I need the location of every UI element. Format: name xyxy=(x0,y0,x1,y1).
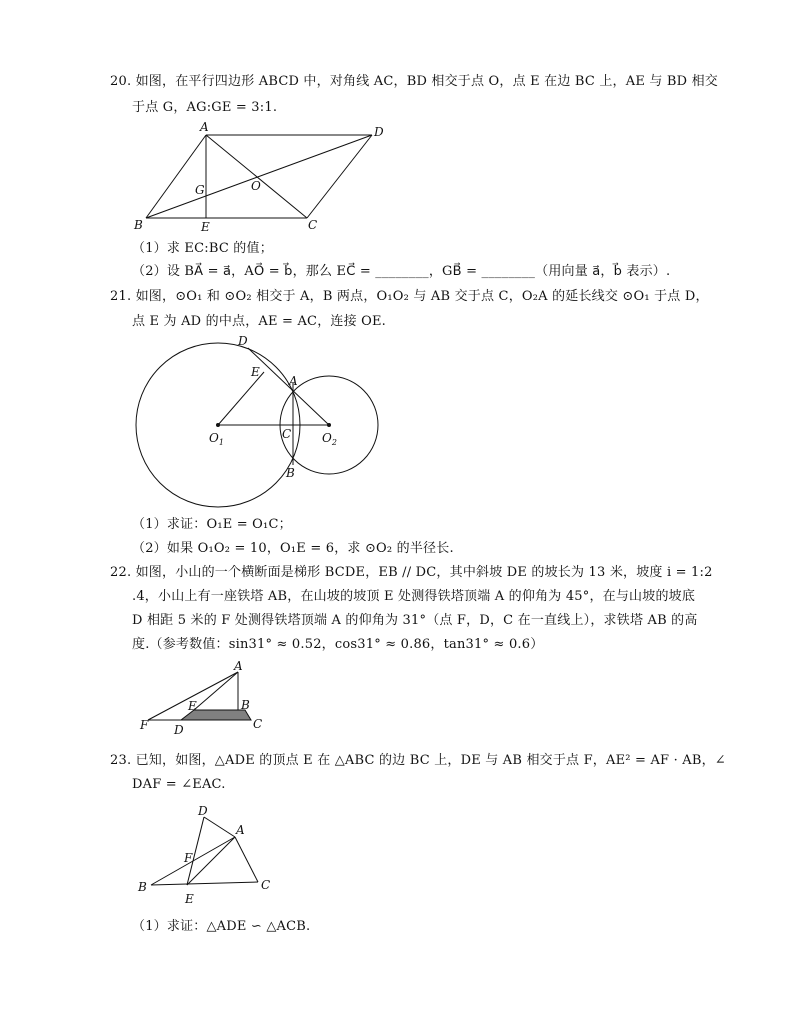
q22-stem-line2: .4，小山上有一座铁塔 AB，在山坡的坡顶 E 处测得铁塔顶端 A 的仰角为 45°，在与山坡的坡底 xyxy=(132,589,696,604)
q21-point-O2 xyxy=(327,423,331,427)
q23-segment-BC xyxy=(151,882,258,885)
q22-label-C: C xyxy=(253,717,263,731)
q20-label-A: A xyxy=(200,120,209,134)
q23-label-A: A xyxy=(236,823,245,837)
q23-part1: （1）求证：△ADE ∽ △ACB. xyxy=(132,919,311,934)
q22-hill-figure xyxy=(140,658,270,742)
q20-stem-line2: 于点 G，AG:GE = 3:1. xyxy=(132,100,278,115)
q23-stem-line1: 23. 已知，如图，△ADE 的顶点 E 在 △ABC 的边 BC 上，DE 与 AB 相交于点 F，AE² = AF · AB，∠ xyxy=(110,753,726,768)
q23-label-E: E xyxy=(185,892,194,906)
q21-label-A: A xyxy=(289,374,298,388)
q20-label-O: O xyxy=(251,179,261,193)
q20-label-D: D xyxy=(374,125,384,139)
q22-label-B: B xyxy=(241,698,250,712)
q22-label-A: A xyxy=(234,659,243,673)
q23-label-F: F xyxy=(184,851,193,865)
q22-stem-line4: 度.（参考数值：sin31° ≈ 0.52，cos31° ≈ 0.86，tan31° ≈ 0.6） xyxy=(132,637,544,652)
q23-segment-AE xyxy=(187,837,235,885)
q20-label-C: C xyxy=(308,218,318,232)
q21-part1: （1）求证：O₁E = O₁C； xyxy=(132,517,292,532)
q23-triangles-figure xyxy=(134,798,284,914)
q23-triangles-svg xyxy=(134,798,284,910)
q23-label-D: D xyxy=(198,804,208,818)
q22-label-E: E xyxy=(188,699,197,713)
q21-point-O1 xyxy=(216,423,220,427)
q21-label-E: E xyxy=(251,365,260,379)
q20-label-B: B xyxy=(134,218,143,232)
q21-label-O1: $O_1$ xyxy=(209,431,224,447)
q22-stem-line3: D 相距 5 米的 F 处测得铁塔顶端 A 的仰角为 31°（点 F，D，C 在一直线上），求铁塔 AB 的高 xyxy=(132,613,698,628)
q20-part1: （1）求 EC:BC 的值； xyxy=(132,241,273,256)
q21-circles-svg xyxy=(130,332,390,484)
q20-stem-line1: 20. 如图，在平行四边形 ABCD 中，对角线 AC，BD 相交于点 O，点 E 在边 BC 上，AE 与 BD 相交 xyxy=(110,74,719,89)
q23-segment-DA xyxy=(204,817,235,837)
q20-part2: （2）设 BA⃗ = a⃗，AO⃗ = b⃗，那么 EC⃗ = ________，GB⃗ = ________（用向量 a⃗，b⃗ 表示）. xyxy=(132,264,671,279)
q21-label-B: B xyxy=(286,466,295,480)
q22-label-F: F xyxy=(140,718,149,732)
q21-label-C: C xyxy=(282,427,292,441)
q21-circles-figure xyxy=(130,332,390,488)
q23-label-B: B xyxy=(138,880,147,894)
q20-label-G: G xyxy=(195,183,205,197)
q21-part2: （2）如果 O₁O₂ = 10，O₁E = 6，求 ⊙O₂ 的半径长. xyxy=(132,541,454,556)
q21-segment-O1E xyxy=(218,372,264,425)
q20-diagonal-BD xyxy=(146,135,372,218)
q22-sightline-EA xyxy=(194,672,238,710)
q20-parallelogram-svg xyxy=(130,118,400,236)
q20-edge-BA xyxy=(146,135,206,218)
q22-stem-line1: 22. 如图，小山的一个横断面是梯形 BCDE，EB // DC，其中斜坡 DE 的坡长为 13 米，坡度 i = 1:2 xyxy=(110,565,713,580)
q21-label-O2: $O_2$ xyxy=(322,431,337,447)
q22-hill-svg xyxy=(140,658,270,738)
q23-segment-AC xyxy=(235,837,258,882)
q20-parallelogram-figure xyxy=(130,118,400,240)
q23-stem-line2: DAF = ∠EAC. xyxy=(132,777,226,792)
q20-diagonal-AC xyxy=(206,135,307,218)
q22-label-D: D xyxy=(174,723,184,737)
q23-label-C: C xyxy=(261,878,271,892)
q21-stem-line1: 21. 如图，⊙O₁ 和 ⊙O₂ 相交于 A，B 两点，O₁O₂ 与 AB 交于点 C，O₂A 的延长线交 ⊙O₁ 于点 D， xyxy=(110,289,709,304)
q21-label-D: D xyxy=(238,334,248,348)
q21-stem-line2: 点 E 为 AD 的中点，AE = AC，连接 OE. xyxy=(132,314,387,329)
q23-segment-AB xyxy=(151,837,235,885)
q20-label-E: E xyxy=(201,220,210,234)
